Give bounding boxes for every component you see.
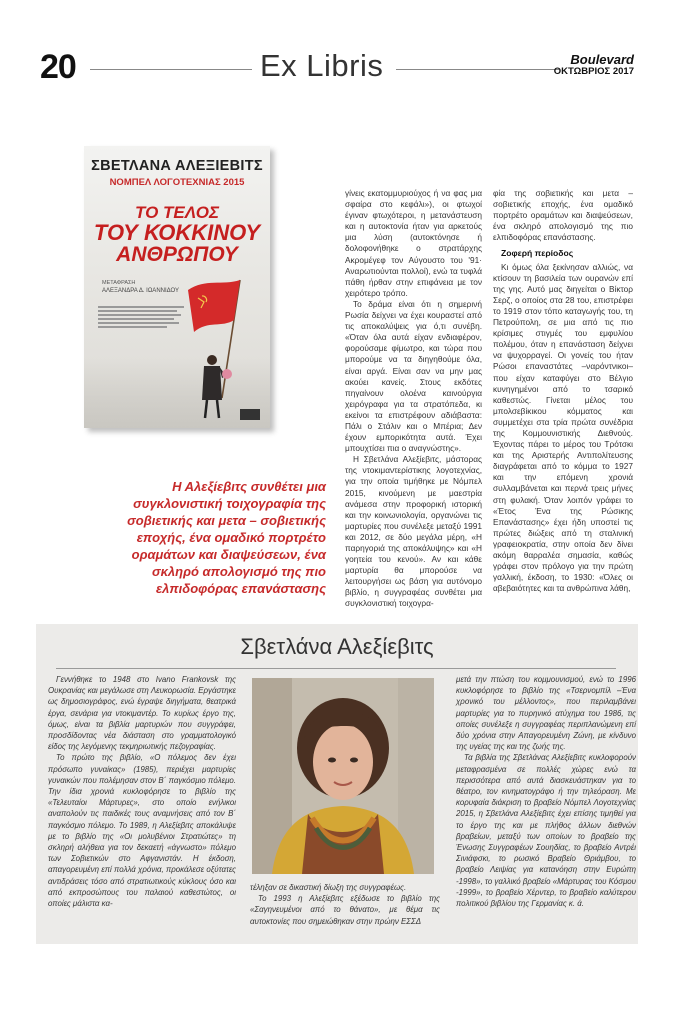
article-paragraph: Η Σβετλάνα Αλεξίεβιτς, μάστορας της ντοκιμαντερίστικης λογοτεχνίας, για την οποία τιμήθηκε με Νόμπελ 2015, κινούμενη με μαεστρία ανάμεσα στην προφορική ιστορική και την κοινωνιολογία, οργανώνει τις μαρτυρίες που συνέλεξε μεταξύ 1991 και 2012, σε δύο μεγάλα μέρη, «Η παρηγοριά της αποκάλυψης» και «Η γοητεία του κενού». Αν και κάθε μαρτυρία θα μπορούσε να λειτουργήσει ως βάση για αυτόνομο βιβλίο, η συγγραφέας συνθέτει μια συγκλονιστική τοιχογρα-: [345, 454, 482, 609]
cover-blurb-lines: [98, 304, 184, 330]
pullquote: Η Αλεξίεβιτς συνθέτει μια συγκλονιστική τοιχογραφία της σοβιετικής και μετα – σοβιετικής εποχής, ένα ομαδικό πορτρέτο οραμάτων και διαψεύσεων, ένα σκληρό απολογισμό της πιο ελπιδοφόρας επανάστασης: [127, 479, 326, 596]
article-column-2: [493, 188, 633, 594]
bio-title: Σβετλάνα Αλεξίεβιτς: [240, 634, 434, 659]
publisher-logo: [240, 409, 260, 420]
flag-bearer-illustration: [182, 274, 262, 424]
author-portrait-illustration: [252, 678, 434, 874]
magazine-brand: [554, 53, 634, 77]
brand-name: Boulevard: [570, 52, 634, 67]
bio-column-3: [456, 674, 636, 909]
bio-rule: [56, 668, 616, 669]
cover-translation-label: ΜΕΤΑΦΡΑΣΗ: [102, 280, 136, 286]
bio-paragraph: Το 1993 η Αλεξίεβιτς εξέδωσε το βιβλίο της «Σαγηνευμένοι από το θάνατο», με θέμα τις αυτοκτονίες που σημειώθηκαν στην πρώην ΕΣΣΔ: [250, 894, 440, 926]
article-paragraph: Το δράμα είναι ότι η σημερινή Ρωσία δείχνει να έχει κουραστεί από τις αποκαλύψεις για ό,τι συνέβη. «Όταν όλα αυτά είχαν ενδιαφέρον, φορούσαμε φίμωτρο, και τώρα που μπορούμε να τα διηγηθούμε όλα, είναι αργά. Είναι σαν να μην μας ακούει κανείς. Στους εκδότες πηγαίνουν ολοένα καινούργια χειρόγραφα για τα στρατόπεδα, κι εκείνοι τα επιστρέφουν αδιάβαστα: Πάλι ο Στάλιν και ο Μπέρια; Δεν έχουν εμπορικότητα αυτά. Έχει μπουχτίσει πια ο αναγνώστης».: [345, 298, 482, 454]
bio-column-2: [250, 882, 440, 927]
issue-date: ΟΚΤΩΒΡΙΟΣ 2017: [553, 66, 634, 77]
cover-title-line1: ΤΟ ΤΕΛΟΣ: [135, 203, 219, 222]
section-title: Ex Libris: [260, 48, 384, 83]
bio-paragraph: τέληξαν σε δικαστική δίωξη της συγγραφέως.: [250, 883, 407, 892]
cover-title-line3: ΑΝΘΡΩΠΟΥ: [116, 243, 238, 266]
page-number: 20: [40, 48, 76, 86]
cover-prize: ΝΟΜΠΕΛ ΛΟΓΟΤΕΧΝΙΑΣ 2015: [109, 177, 245, 188]
author-portrait-photo: [252, 678, 434, 874]
bio-paragraph: Γεννήθηκε το 1948 στο Ivano Frankovsk της Ουκρανίας και μεγάλωσε στη Λευκορωσία. Εργάστηκε ως δημοσιογράφος, ενώ έγραψε διηγήματα, θεατρικά έργα, σενάρια για ντοκιμαντέρ. Το κυρίως έργο της, όμως, είναι τα βιβλία μαρτυριών που συγγράφει, προσδίδοντας νέα διάσταση στο γραμματολογικό είδος της λεγόμενης τεκμηριωτικής πεζογραφίας.: [48, 675, 236, 752]
bio-paragraph: Τα βιβλία της Σβετλάνας Αλεξίεβιτς κυκλοφορούν μεταφρασμένα σε πολλές χώρες ενώ τα περισσότερα από αυτά διασκευάστηκαν για το θέατρο, τον κινηματογράφο ή την τηλεόραση. Με κορυφαία διάκριση το βραβείο Νόμπελ Λογοτεχνίας 2015, η Σβετλάνα Αλεξίεβιτς έχει επίσης τιμηθεί για το έργο της και με πλήθος άλλων διεθνών βραβείων, μεταξύ των οποίων το βραβείο της Ένωσης Συγγραφέων Σουηδίας, το βραβείο Αντρέι Σινιάφσκι, το ρωσικό Βραβείο Θριάμβου, το βραβείο Λειψίας για κατανόηση στην Ευρώπη -1998», το γαλλικό βραβείο «Μάρτυρας του Κόσμου -1999», το βραβείο Χέρντερ, το βραβείο καλύτερου πολιτικού βιβλίου της Γερμανίας κ. ά.: [456, 753, 636, 909]
cover-author: ΣΒΕΤΛΑΝΑ ΑΛΕΞΙΕΒΙΤΣ: [91, 158, 263, 174]
cover-title-line2: ΤΟΥ ΚΟΚΚΙΝΟΥ: [93, 220, 261, 245]
article-subheading: Ζοφερή περίοδος: [501, 248, 574, 259]
article-column-1: [345, 188, 482, 610]
header-rule-left: [90, 69, 252, 70]
article-paragraph: γίνεις εκατομμυριούχος ή να φας μια σφαίρα στο κεφάλι»), οι φτωχοί έγιναν φτωχότεροι, η μετανάστευση και η αυτοκτονία ήταν για αρκετούς μια λύση (αυτοκτόνησε ή δολοφονήθηκε ο στρατάρχης Ακρομέγεφ τον Αύγουστο του '91· Αναρωτιούνται πολλοί), ενώ τα τυφλά πάθη ήρθαν στην επιφάνεια με τον χειρότερο τρόπο.: [345, 188, 482, 298]
header-rule-right: [396, 69, 559, 70]
cover-translator: ΑΛΕΞΑΝΔΡΑ Δ. ΙΩΑΝΝΙΔΟΥ: [102, 288, 180, 294]
article-paragraph: φία της σοβιετικής και μετα – σοβιετικής εποχής, ένα ομαδικό πορτρέτο οραμάτων και διαψεύσεων, ένα σκληρό απολογισμό της πιο ελπιδοφόρας επανάστασης.: [493, 188, 633, 243]
bio-paragraph: μετά την πτώση του κομμουνισμού, ενώ το 1996 κυκλοφόρησε το βιβλίο της «Τσερνομπίλ –Ένα χρονικό του μέλλοντος», που περιλαμβάνει μαρτυρίες για το πυρηνικό ατύχημα του 1986, τις οποίες συνέλεξε η συγγραφέας περιπλανώμενη επί δύο χρόνια στην Απαγορευμένη Ζώνη, με κίνδυνο της υγείας της και της ζωής της.: [456, 675, 636, 752]
bio-column-1: [48, 674, 236, 909]
article-paragraph: Κι όμως όλα ξεκίνησαν αλλιώς, να κτίσουν τη βασιλεία των ουρανών επί της γης. Αυτό μας διηγείται ο Βίκτορ Σερζ, ο οποίος στα 28 του, επιστρέφει το 1919 στον τόπο καταγωγής του, τη Πετρούπολη, σε μια από τις πιο κρίσιμες στιγμές του εμφυλίου πολέμου, όταν η επανάσταση δείχνει να ψυχορραγεί. Οι γονείς του ήταν Ρώσοι επαναστάτες –ναρόντνικοι– που είχαν καταφύγει στο Βέλγιο κυνηγημένοι από το τσαρικό καθεστώς. Γίνεται μέλος του μπολσεβίκικου κόμματος και συμμετέχει στα τρία πρώτα συνέδρια της Κομμουνιστικής Διεθνούς. Έχοντας πάρει το μέρος του Τρότσκι και της Αριστερής Αντιπολίτευσης διαγράφεται από το κόμμα το 1927 και την επόμενη χρονιά συλλαμβάνεται και περνά τρεις μήνες στη φυλακή. Όταν λοιπόν γράφει το «Έτος Ένα της Ρώσικης Επανάστασης» έχει ήδη υποστεί τις πρώτες διώξεις από τη σταλινική γραφειοκρατία, στην οποία δεν δίνει ακόμη θαρραλέα σημασία, καθώς γράφει στον πρόλογο για την πρώτη γαλλική, έκδοση, το 1930: «Όλες οι αβεβαιότητες και τα ανθρώπινα λάθη,: [493, 261, 633, 594]
book-cover-image: [84, 146, 270, 428]
bio-paragraph: Το πρώτο της βιβλίο, «Ο πόλεμος δεν έχει πρόσωπο γυναίκας» (1985), περιέχει μαρτυρίες γυναικών που πολέμησαν στον Β΄ παγκόσμιο πόλεμο. Την ίδια χρονιά κυκλοφόρησε το βιβλίο της «Τελευταίοι Μάρτυρες», στο οποίο ενήλικοι αναπολούν τις παιδικές τους αναμνήσεις από τον Β΄ παγκόσμιο πόλεμο. Το 1989, η Αλεξίεβιτς αποκάλυψε με το βιβλίο της «Οι μολυβένιοι Στρατιώτες» τη σκληρή αλήθεια για τον δεκαετή «άγνωστο» πόλεμο των Σοβιετικών στο Αφγανιστάν. Η έκδοση, απαγορευμένη επί πολλά χρόνια, προκάλεσε οξύτατες αντιδράσεις τόσο από στρατιωτικούς κύκλους όσο και από εκπροσώπους του παλαιού καθεστώτος, οι οποίες μάλιστα κα-: [48, 753, 236, 909]
